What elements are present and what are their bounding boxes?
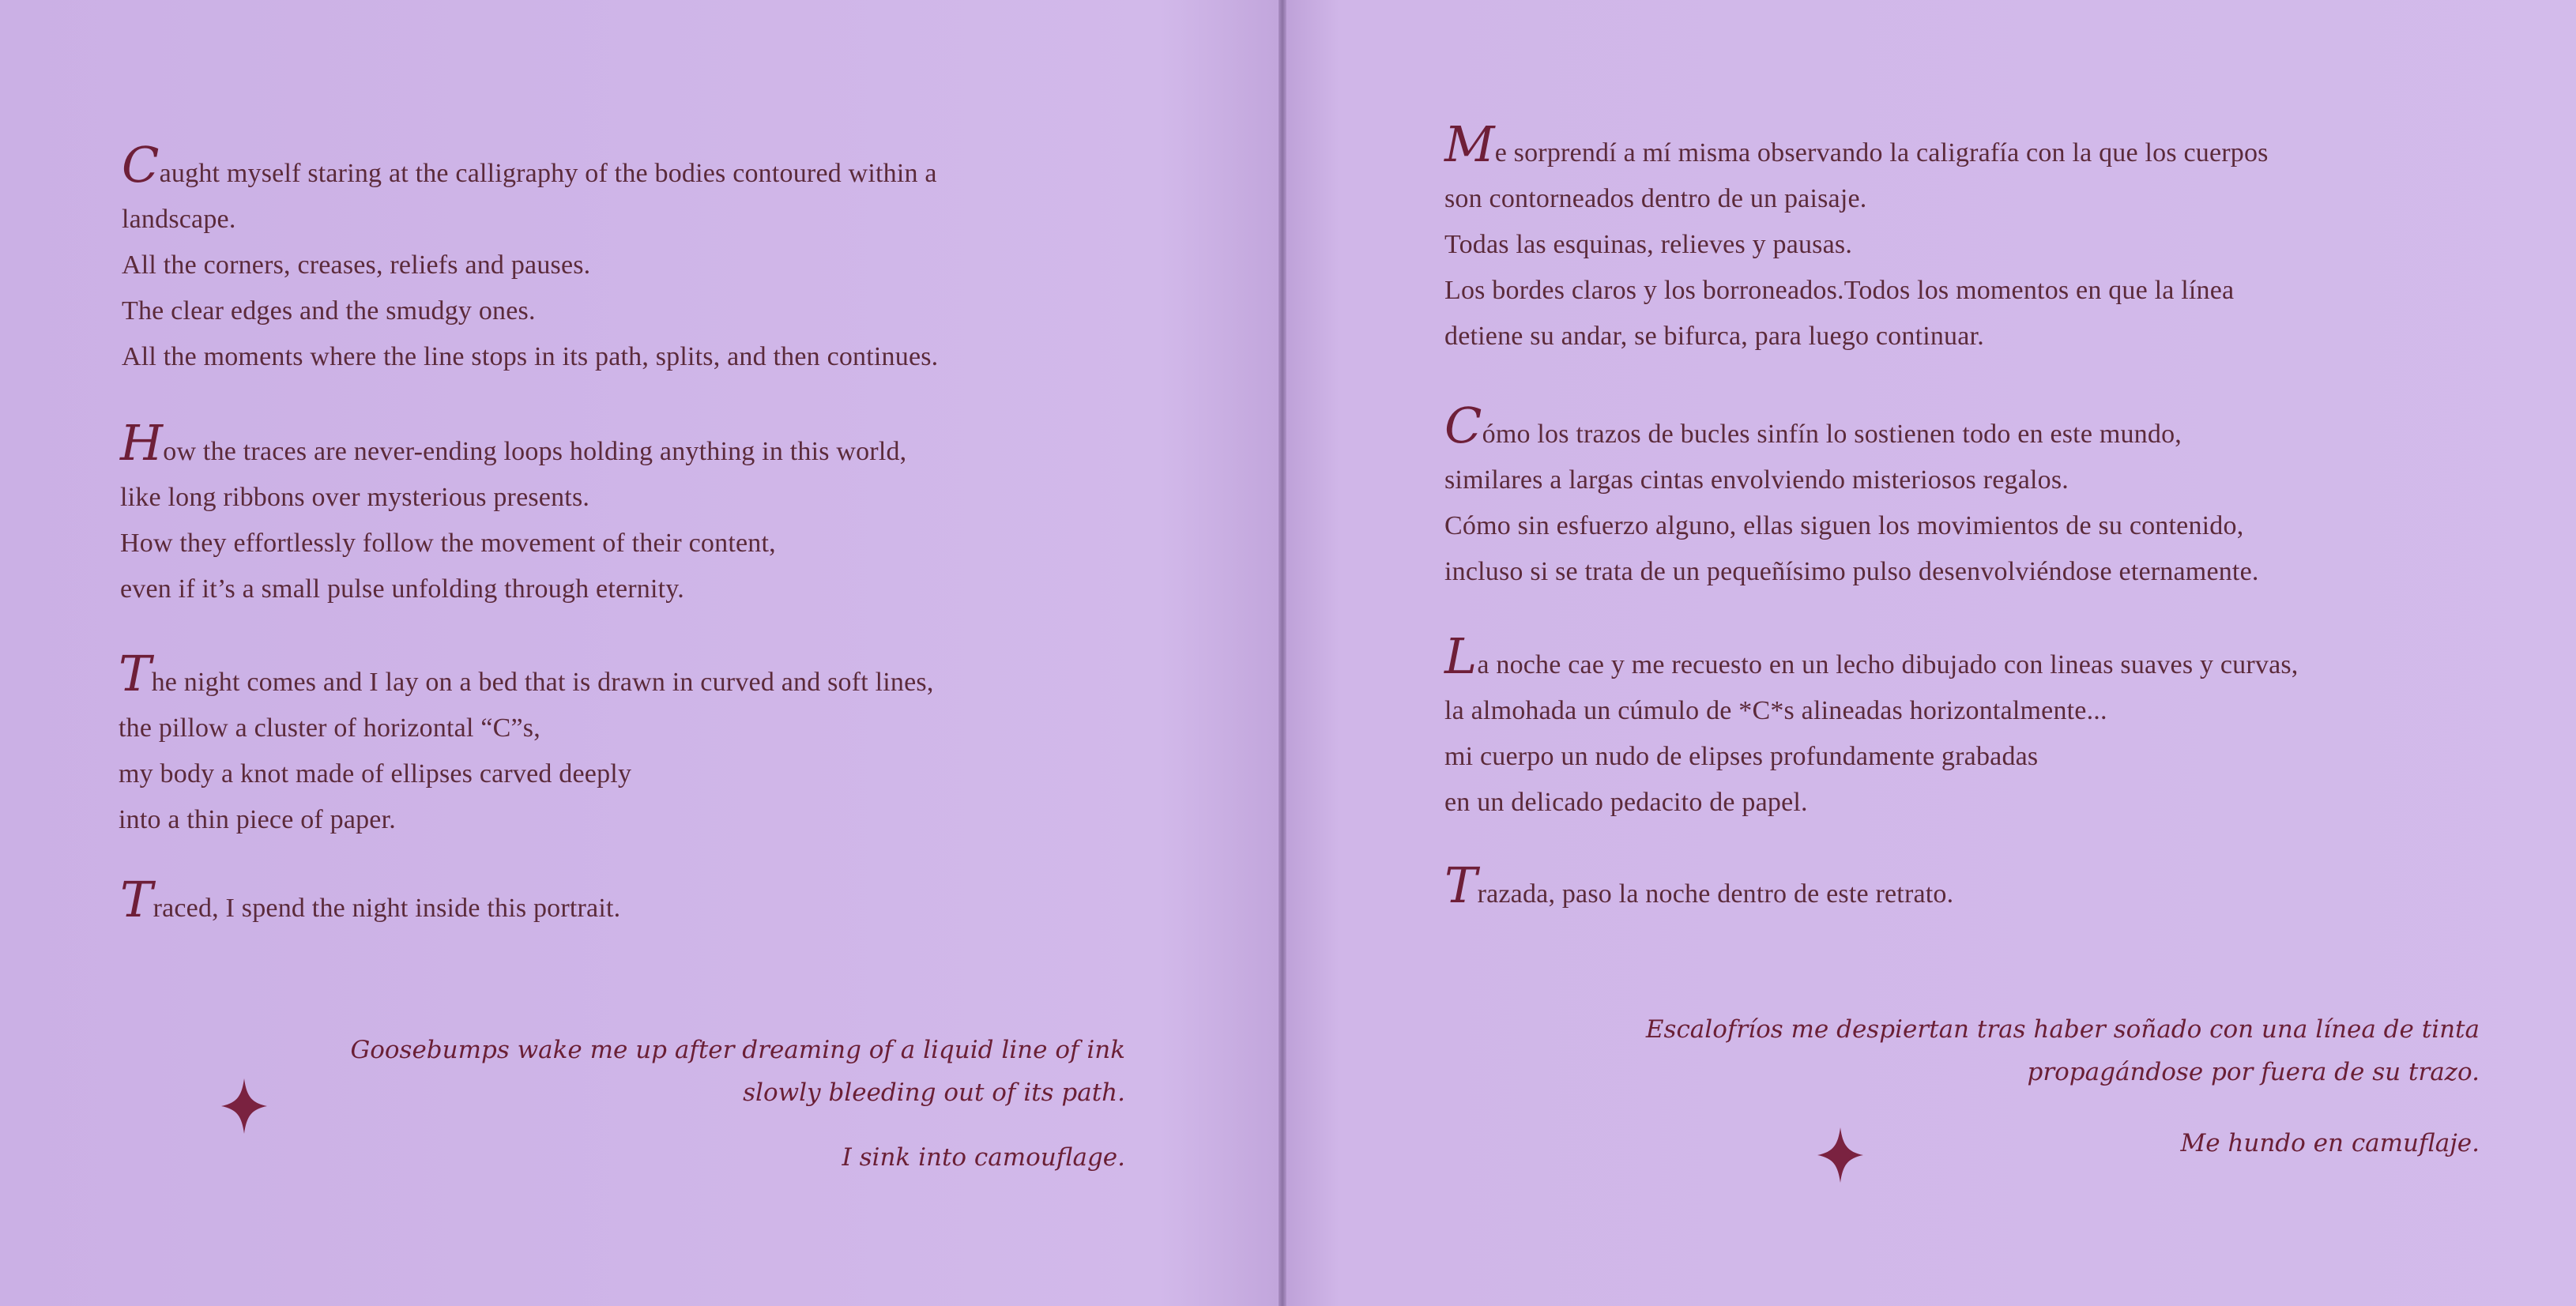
stanza-line: How they effortlessly follow the movement of their content, — [120, 529, 776, 558]
right-page — [1286, 0, 2576, 1306]
stanza-line: similares a largas cintas envolviendo misteriosos regalos. — [1444, 465, 2069, 495]
stanza-line — [1444, 627, 2299, 688]
stanza-line: like long ribbons over mysterious presents. — [120, 483, 590, 512]
four-point-star-icon — [221, 1078, 267, 1134]
drop-cap: C — [122, 136, 160, 194]
stanza-2 — [120, 414, 907, 612]
coda-line: slowly bleeding out of its path. — [743, 1078, 1125, 1107]
drop-cap: T — [119, 645, 152, 702]
stanza-4 — [120, 871, 621, 932]
line-text: a noche cae y me recuesto en un lecho dibujado con lineas suaves y curvas, — [1477, 650, 2299, 679]
stanza-line — [120, 871, 621, 932]
stanza-line: All the corners, creases, reliefs and pauses. — [122, 250, 591, 280]
coda-line: Escalofríos me despiertan tras haber soñado con una línea de tinta — [1645, 1015, 2480, 1044]
stanza-line: son contorneados dentro de un paisaje. — [1444, 184, 1867, 213]
drop-cap: T — [1444, 856, 1478, 914]
stanza-line: en un delicado pedacito de papel. — [1444, 788, 1808, 817]
drop-cap: M — [1444, 115, 1495, 173]
stanza-3 — [1444, 627, 2299, 826]
stanza-line — [120, 414, 907, 475]
drop-cap: H — [120, 414, 164, 472]
left-page — [0, 0, 1279, 1306]
stanza-line — [122, 136, 938, 197]
stanza-line: the pillow a cluster of horizontal “C”s, — [119, 713, 540, 743]
drop-cap: C — [1444, 397, 1482, 454]
stanza-1 — [122, 136, 939, 380]
coda-line: propagándose por fuera de su trazo. — [2027, 1058, 2480, 1086]
stanza-line: Todas las esquinas, relieves y pausas. — [1444, 230, 1853, 259]
line-text: ómo los trazos de bucles sinfín lo sostienen todo en este mundo, — [1482, 420, 2182, 449]
stanza-line: landscape. — [122, 205, 236, 234]
drop-cap: T — [120, 871, 153, 928]
coda-closing: I sink into camouflage. — [842, 1143, 1125, 1172]
line-text: razada, paso la noche dentro de este retrato. — [1477, 879, 1954, 909]
stanza-line: The clear edges and the smudgy ones. — [122, 296, 536, 326]
stanza-line: even if it’s a small pulse unfolding through eternity. — [120, 574, 684, 604]
stanza-line: my body a knot made of ellipses carved deeply — [119, 759, 632, 788]
stanza-line — [1444, 856, 1954, 917]
line-text: ow the traces are never-ending loops holding anything in this world, — [163, 437, 907, 466]
stanza-line: detiene su andar, se bifurca, para luego continuar. — [1444, 322, 1984, 351]
line-text: he night comes and I lay on a bed that is drawn in curved and soft lines, — [151, 668, 934, 697]
stanza-line — [119, 645, 934, 706]
stanza-line — [1444, 115, 2269, 176]
stanza-line: All the moments where the line stops in its path, splits, and then continues. — [122, 342, 939, 371]
line-text: e sorprendí a mí misma observando la caligrafía con la que los cuerpos — [1494, 138, 2269, 167]
stanza-line: incluso si se trata de un pequeñísimo pulso desenvolviéndose eternamente. — [1444, 557, 2259, 586]
coda-closing: Me hundo en camuflaje. — [2180, 1129, 2480, 1157]
stanza-line: Cómo sin esfuerzo alguno, ellas siguen los movimientos de su contenido, — [1444, 511, 2244, 540]
stanza-line: mi cuerpo un nudo de elipses profundamente grabadas — [1444, 742, 2039, 771]
stanza-3 — [119, 645, 934, 843]
coda-line: Goosebumps wake me up after dreaming of a liquid line of ink — [350, 1036, 1125, 1064]
stanza-line: la almohada un cúmulo de *C*s alineadas horizontalmente... — [1444, 696, 2107, 725]
drop-cap: L — [1444, 627, 1478, 685]
stanza-1 — [1444, 115, 2269, 359]
coda-block — [1646, 1008, 2480, 1165]
stanza-line — [1444, 397, 2259, 457]
coda-block — [350, 1029, 1125, 1179]
stanza-line: into a thin piece of paper. — [119, 805, 396, 834]
stanza-line: Los bordes claros y los borroneados.Todos los momentos en que la línea — [1444, 276, 2235, 305]
four-point-star-icon — [1817, 1127, 1863, 1183]
stanza-2 — [1444, 397, 2259, 595]
stanza-4 — [1444, 856, 1954, 917]
line-text: aught myself staring at the calligraphy of the bodies contoured within a — [159, 159, 937, 188]
line-text: raced, I spend the night inside this portrait. — [153, 894, 621, 923]
book-gutter — [1279, 0, 1286, 1306]
